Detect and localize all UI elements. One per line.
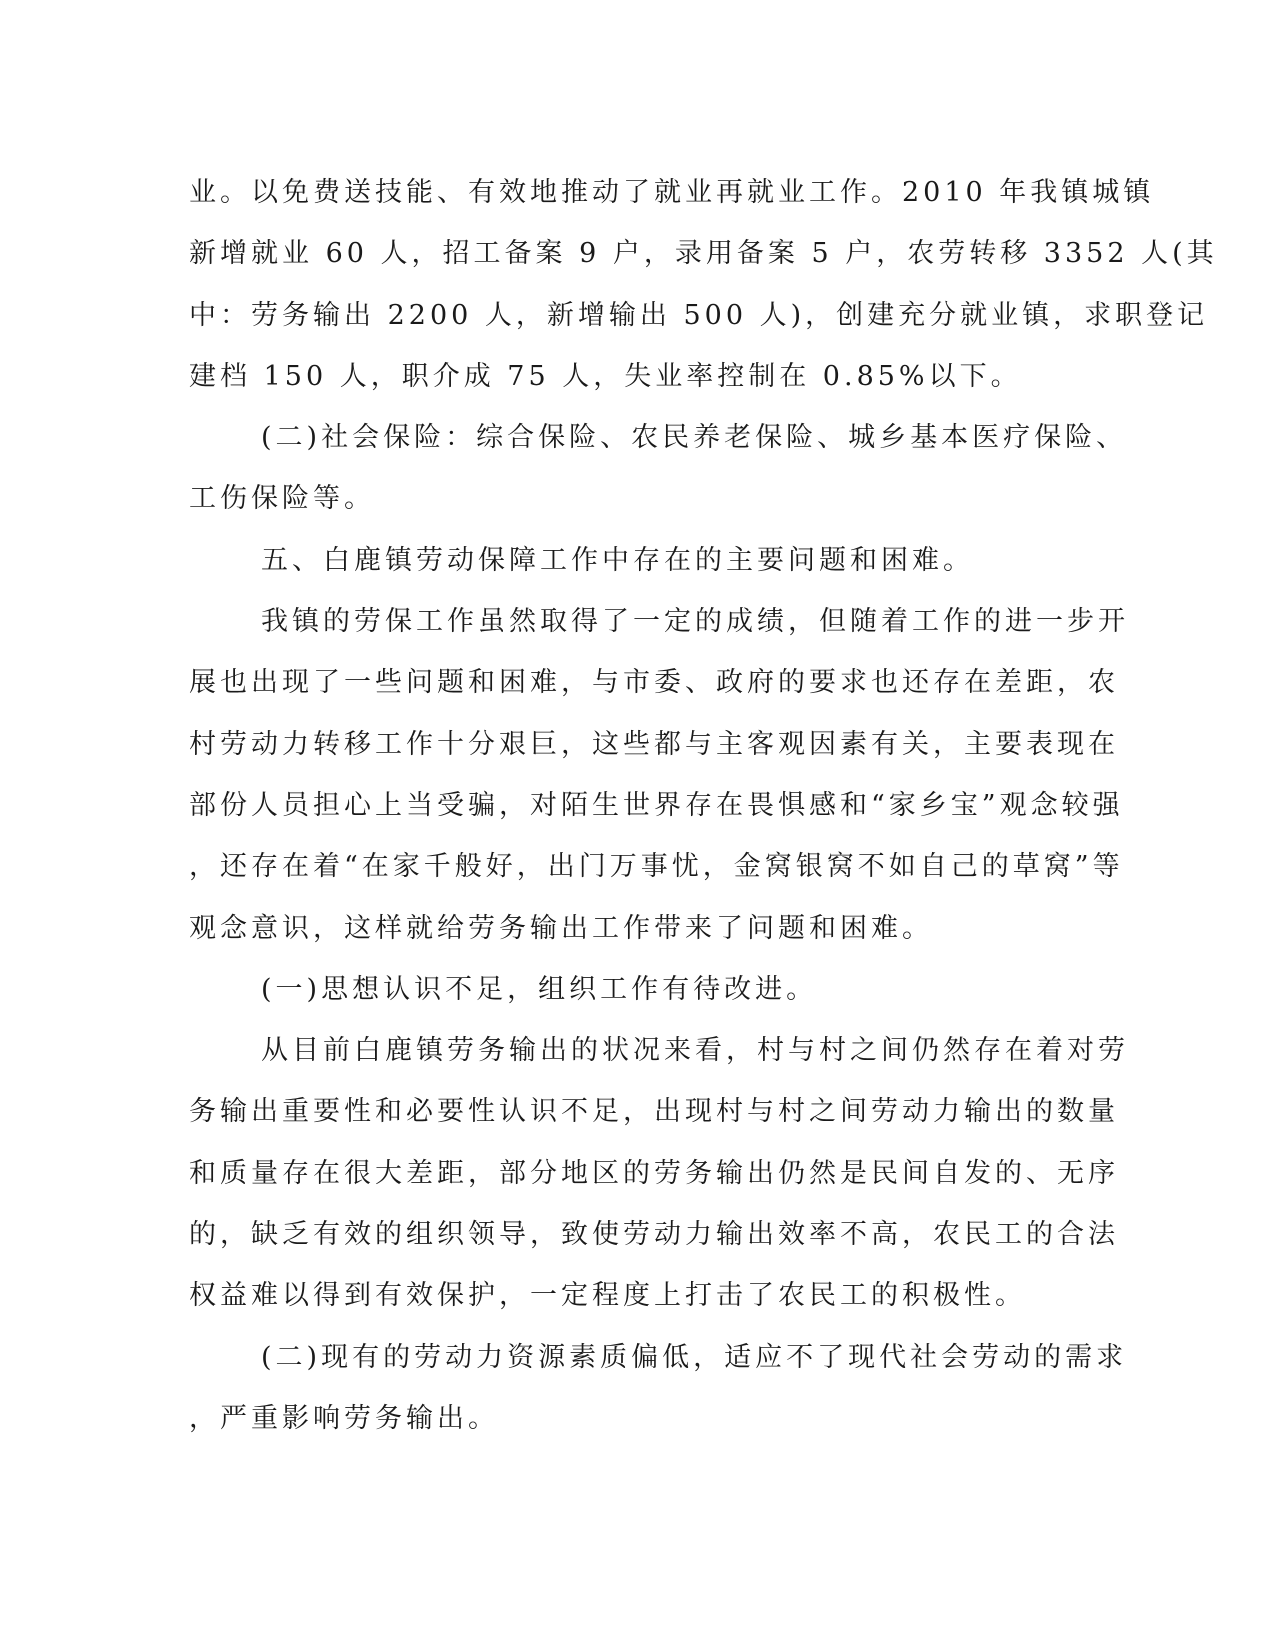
text-line-10: 村劳动力转移工作十分艰巨，这些都与主客观因素有关，主要表现在 <box>189 728 1119 760</box>
text-line-9: 展也出现了一些问题和困难，与市委、政府的要求也还存在差距，农 <box>189 667 1119 699</box>
text-line-16: 务输出重要性和必要性认识不足，出现村与村之间劳动力输出的数量 <box>189 1096 1119 1128</box>
text-line-19: 权益难以得到有效保护，一定程度上打击了农民工的积极性。 <box>189 1280 1026 1312</box>
document-body <box>189 162 1218 1449</box>
text-line-6: 工伤保险等。 <box>189 483 375 515</box>
text-line-2: 新增就业 60 人，招工备案 9 户，录用备案 5 户，农劳转移 3352 人(其 <box>189 238 1218 270</box>
text-line-15: 从目前白鹿镇劳务输出的状况来看，村与村之间仍然存在着对劳 <box>261 1035 1129 1067</box>
text-line-11: 部份人员担心上当受骗，对陌生世界存在畏惧感和“家乡宝”观念较强 <box>189 789 1124 821</box>
section-heading-problems: 五、白鹿镇劳动保障工作中存在的主要问题和困难。 <box>261 544 974 576</box>
text-line-17: 和质量存在很大差距，部分地区的劳务输出仍然是民间自发的、无序 <box>189 1157 1119 1189</box>
text-line-8: 我镇的劳保工作虽然取得了一定的成绩，但随着工作的进一步开 <box>261 606 1129 638</box>
section-heading-social-insurance: (二)社会保险：综合保险、农民养老保险、城乡基本医疗保险、 <box>261 422 1128 454</box>
text-line-12: ，还存在着“在家千般好，出门万事忧，金窝银窝不如自己的草窝”等 <box>189 851 1124 883</box>
text-line-4: 建档 150 人，职介成 75 人，失业率控制在 0.85%以下。 <box>189 360 1022 392</box>
text-line-13: 观念意识，这样就给劳务输出工作带来了问题和困难。 <box>189 912 933 944</box>
text-line-21: ，严重影响劳务输出。 <box>189 1402 499 1434</box>
section-heading-awareness: (一)思想认识不足，组织工作有待改进。 <box>261 973 818 1005</box>
text-line-18: 的，缺乏有效的组织领导，致使劳动力输出效率不高，农民工的合法 <box>189 1219 1119 1251</box>
section-heading-labor-quality: (二)现有的劳动力资源素质偏低，适应不了现代社会劳动的需求 <box>261 1341 1128 1373</box>
text-line-1: 业。以免费送技能、有效地推动了就业再就业工作。2010 年我镇城镇 <box>189 177 1155 208</box>
text-line-3: 中：劳务输出 2200 人，新增输出 500 人)，创建充分就业镇，求职登记 <box>189 299 1209 331</box>
